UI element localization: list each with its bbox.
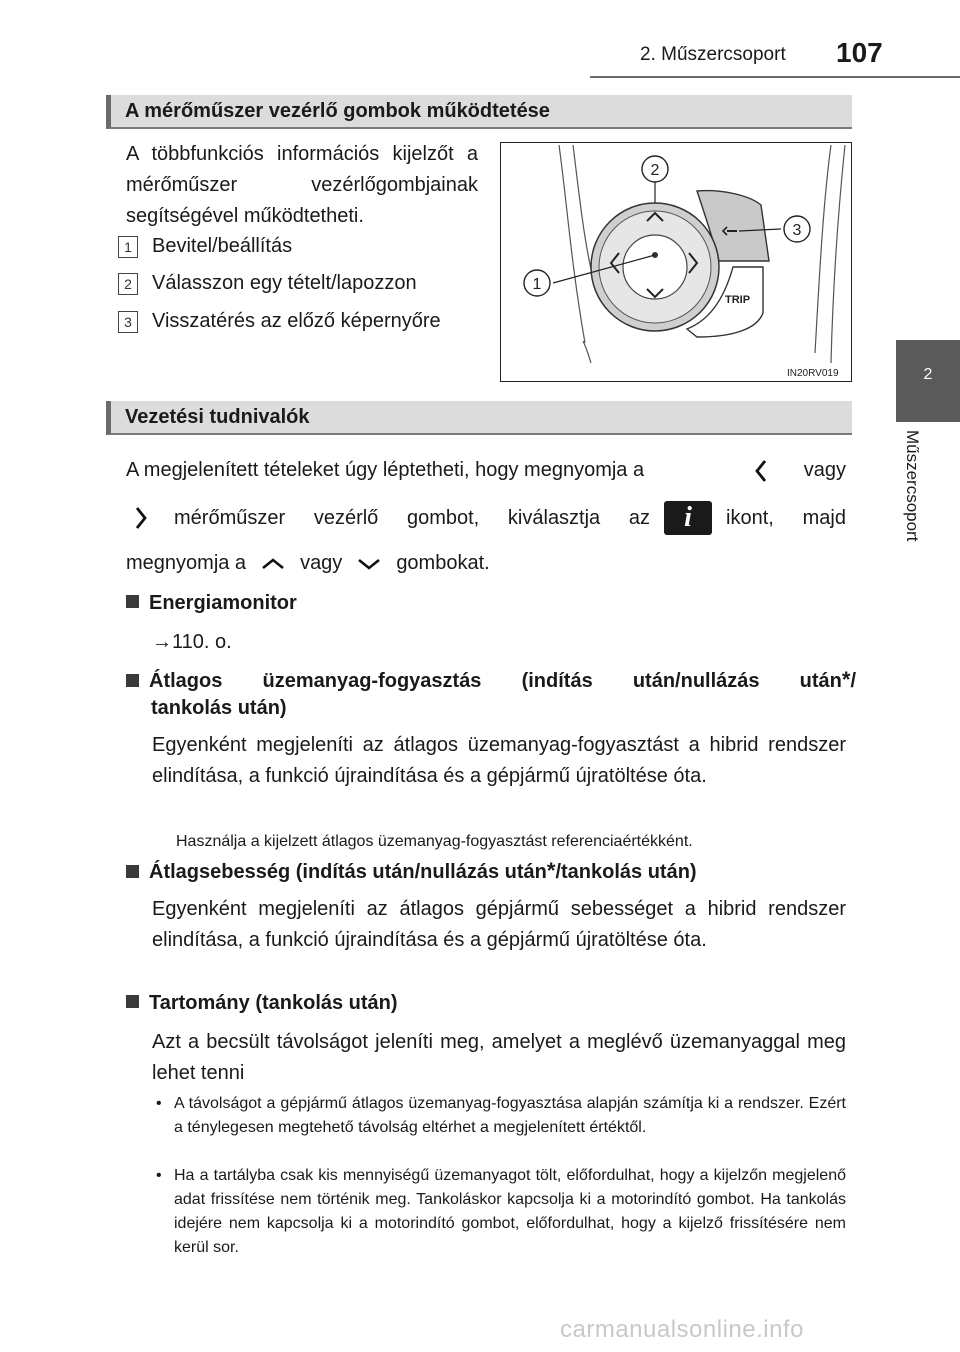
chapter-tab-label-wrap xyxy=(900,430,930,570)
list-item xyxy=(118,310,441,333)
usage-line-3 xyxy=(126,548,490,579)
section-heading-usage-text: Vezetési tudnivalók xyxy=(125,406,310,428)
usage-text-c: ikont, majd xyxy=(726,506,846,529)
callout-2: 2 xyxy=(650,162,660,179)
chapter-tab[interactable] xyxy=(896,340,960,422)
chapter-tab-number: 2 xyxy=(923,366,933,383)
list-item-text: Bevitel/beállítás xyxy=(152,235,293,257)
list-item-text: Visszatérés az előző képernyőre xyxy=(152,310,441,332)
callout-1: 1 xyxy=(532,276,542,293)
usage-text-d: megnyomja a xyxy=(126,552,247,574)
steering-switch-illustration xyxy=(501,143,851,381)
intro-paragraph: A többfunkciós információs kijelzőt a mérőműszer vezérlőgombjainak segítségével működtetheti. xyxy=(126,143,478,227)
usage-line-2 xyxy=(126,501,846,535)
topic-reference[interactable]: →110. o. xyxy=(152,631,232,653)
topic-heading-energy-monitor: Energiamonitor xyxy=(126,592,297,615)
topic-body: Egyenként megjeleníti az átlagos üzemanyag-fogyasztást a hibrid rendszer elindítása, a funkció újraindítása és a gépjármű újratöltése óta. xyxy=(152,734,846,787)
chapter-tab-label: Műszercsoport xyxy=(903,430,922,542)
usage-line-1 xyxy=(126,455,846,486)
topic-note: Használja a kijelzett átlagos üzemanyag-fogyasztást referenciaértékként. xyxy=(176,833,693,850)
square-bullet-icon xyxy=(126,595,139,608)
topic-heading-line2: tankolás után) xyxy=(151,697,287,719)
usage-text-vagy-2: vagy xyxy=(300,552,343,574)
list-item xyxy=(118,235,292,258)
usage-text-a: A megjelenített tételeket úgy léptetheti, hogy megnyomja a xyxy=(126,459,645,481)
page-number: 107 xyxy=(836,37,883,68)
bullet-text: Ha a tartályba csak kis mennyiségű üzemanyagot tölt, előfordulhat, hogy a kijelzőn megjelenő adat frissítése nem történik meg. Tankoláskor kapcsolja ki a motorindító gombot. Ha tankolás idejére nem kapcsolja ki a motorindító gombot, előfordulhat, hogy a kijelző frissítésére nem kerül sor. xyxy=(174,1167,846,1256)
usage-text-b: mérőműszer vezérlő gombot, kiválasztja az xyxy=(174,506,650,529)
usage-text-e: gombokat. xyxy=(396,552,490,574)
chevron-down-icon xyxy=(352,552,386,576)
steering-switch-figure xyxy=(500,142,852,382)
topic-heading-avg-speed: Átlagsebesség (indítás után/nullázás után * /tankolás után) xyxy=(126,858,697,884)
header-rule xyxy=(590,76,960,78)
section-heading-controls xyxy=(106,95,852,129)
trip-label: TRIP xyxy=(725,294,751,306)
figure-code: IN20RV019 xyxy=(787,368,839,379)
watermark: carmanualsonline.info xyxy=(560,1316,804,1343)
chapter-title: 2. Műszercsoport xyxy=(640,44,786,65)
usage-text-vagy: vagy xyxy=(803,459,846,481)
list-item xyxy=(156,1092,846,1140)
number-badge: 3 xyxy=(118,311,138,333)
topic-body: Egyenként megjeleníti az átlagos gépjármű sebességet a hibrid rendszer elindítása, a funkció újraindítása és a gépjármű újratöltése óta. xyxy=(152,898,846,951)
number-badge: 1 xyxy=(118,236,138,258)
section-heading-controls-text: A mérőműszer vezérlő gombok működtetése xyxy=(125,100,550,122)
bullet-dot: • xyxy=(156,1167,162,1184)
callout-3: 3 xyxy=(792,222,802,239)
chevron-right-icon xyxy=(126,503,156,533)
topic-body: Azt a becsült távolságot jeleníti meg, amelyet a meglévő üzemanyaggal meg lehet tenni xyxy=(152,1031,846,1084)
list-item-text: Válasszon egy tételt/lapozzon xyxy=(152,272,417,294)
list-item xyxy=(118,272,417,295)
topic-heading-avg-fuel: Átlagos üzemanyag-fogyasztás (indítás után/nullázás után * / tankolás után) xyxy=(126,667,856,720)
bullet-text: A távolságot a gépjármű átlagos üzemanyag-fogyasztása alapján számítja ki a rendszer. Ezért a ténylegesen megtehető távolság eltérhet a megjelenített értéktől. xyxy=(174,1095,846,1136)
chevron-up-icon xyxy=(256,552,290,576)
list-item xyxy=(156,1164,846,1260)
info-i-icon: i xyxy=(664,501,712,535)
number-badge: 2 xyxy=(118,273,138,295)
chevron-left-icon xyxy=(746,456,776,486)
square-bullet-icon xyxy=(126,865,139,878)
square-bullet-icon xyxy=(126,995,139,1008)
section-heading-usage xyxy=(106,401,852,435)
bullet-dot: • xyxy=(156,1095,162,1112)
topic-heading-range: Tartomány (tankolás után) xyxy=(126,992,398,1015)
square-bullet-icon xyxy=(126,674,139,687)
